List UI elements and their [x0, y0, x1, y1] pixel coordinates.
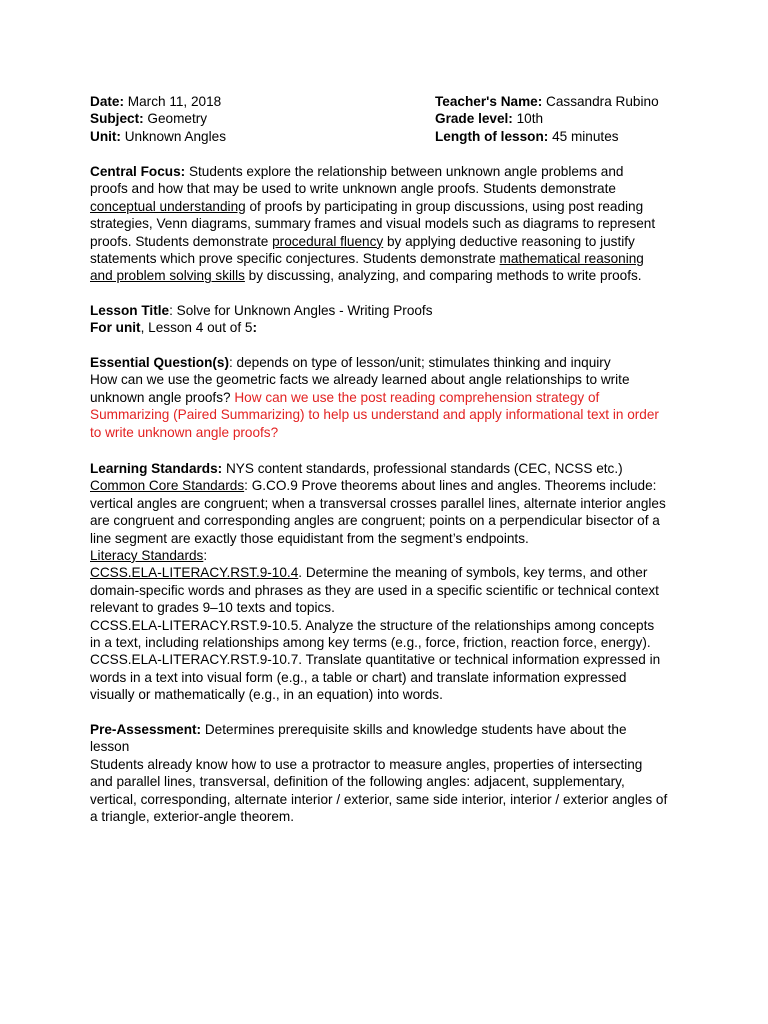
date-value: March 11, 2018: [127, 94, 222, 109]
central-focus-text: by applying deductive reasoning to justify: [383, 233, 635, 249]
problem-solving-term: and problem solving skills: [90, 268, 245, 284]
pre-assessment-text: vertical, corresponding, alternate interior / exterior, same side interior, interior / exterior angles of: [90, 791, 668, 807]
literacy-standards-label: Literacy Standards: [90, 547, 204, 563]
common-core-text: are congruent and corresponding angles are congruent; points on a perpendicular bisector of a: [90, 513, 660, 529]
literacy-standard-text: domain-specific words and phrases as they are used in a specific scientific or technical context: [90, 582, 659, 598]
header-right: [435, 93, 659, 145]
essential-question-highlight: Summarizing (Paired Summarizing) to help us understand and apply informational text in order: [90, 407, 659, 423]
length-label: Length of lesson:: [435, 128, 549, 144]
unit-label: Unit:: [90, 128, 121, 144]
essential-questions-desc: : depends on type of lesson/unit; stimulates thinking and inquiry: [229, 355, 611, 370]
subject-value: Geometry: [147, 111, 208, 127]
pre-assessment-section: [90, 721, 690, 825]
literacy-standard-text: relevant to grades 9–10 texts and topics.: [90, 600, 335, 616]
learning-standards-label: Learning Standards:: [90, 461, 223, 476]
literacy-standard-text: CCSS.ELA-LITERACY.RST.9-10.5. Analyze the structure of the relationships among concepts: [90, 617, 655, 633]
mathematical-reasoning-term: mathematical reasoning: [499, 250, 644, 266]
pre-assessment-desc: Determines prerequisite skills and knowledge students have about the: [201, 722, 627, 737]
teacher-row: [435, 93, 659, 110]
teacher-value: Cassandra Rubino: [546, 94, 659, 109]
essential-questions-section: [90, 354, 690, 441]
common-core-text: line segment are exactly those equidistant from the segment’s endpoints.: [90, 530, 529, 546]
for-unit-colon: :: [252, 320, 257, 336]
central-focus-text: by discussing, analyzing, and comparing methods to write proofs.: [244, 268, 642, 284]
literacy-standard-text: . Determine the meaning of symbols, key terms, and other: [298, 565, 648, 581]
essential-questions-label: Essential Question(s): [90, 355, 229, 370]
lesson-title-label: Lesson Title: [90, 303, 170, 318]
central-focus-text: Students explore the relationship between unknown angle problems and: [188, 164, 624, 179]
central-focus-text: statements which prove specific conjectures. Students demonstrate: [90, 250, 500, 266]
literacy-standards-colon: :: [203, 547, 208, 563]
central-focus-text: strategies, Venn diagrams, summary frames and visual models such as diagrams to represent: [90, 216, 656, 232]
essential-question-text: unknown angle proofs?: [90, 389, 231, 405]
pre-assessment-text: and parallel lines, transversal, definition of the following angles: adjacent, supplementary,: [90, 774, 625, 790]
grade-label: Grade level:: [435, 111, 513, 127]
central-focus-text: of proofs by participating in group discussions, using post reading: [245, 198, 644, 214]
pre-assessment-desc: lesson: [90, 739, 130, 755]
grade-row: [435, 110, 659, 127]
date-label: Date:: [90, 94, 124, 109]
central-focus-text: proofs and how that may be used to write unknown angle proofs. Students demonstrate: [90, 181, 616, 197]
common-core-text: : G.CO.9 Prove theorems about lines and angles. Theorems include:: [244, 478, 657, 494]
essential-question-highlight: How can we use the post reading comprehension strategy of: [230, 389, 600, 405]
central-focus-label: Central Focus:: [90, 164, 186, 179]
procedural-fluency-term: procedural fluency: [272, 233, 384, 249]
pre-assessment-text: a triangle, exterior-angle theorem.: [90, 808, 295, 824]
for-unit-value: , Lesson 4 out of 5: [140, 320, 253, 336]
subject-row: [90, 110, 226, 127]
lesson-title-section: [90, 302, 690, 337]
lesson-title-value: : Solve for Unknown Angles - Writing Proofs: [169, 303, 433, 318]
for-unit-label: For unit: [90, 320, 141, 336]
conceptual-understanding-term: conceptual understanding: [90, 198, 246, 214]
date-row: [90, 93, 226, 110]
teacher-label: Teacher's Name:: [435, 94, 543, 109]
length-value: 45 minutes: [552, 128, 619, 144]
literacy-standard-text: words in a text into visual form (e.g., a table or chart) and translate information expressed: [90, 669, 627, 685]
unit-value: Unknown Angles: [124, 128, 226, 144]
learning-standards-section: [90, 460, 690, 703]
essential-question-highlight: to write unknown angle proofs?: [90, 424, 279, 440]
pre-assessment-text: Students already know how to use a protractor to measure angles, properties of intersecting: [90, 756, 643, 772]
literacy-standard-text: CCSS.ELA-LITERACY.RST.9-10.7. Translate quantitative or technical information expressed in: [90, 652, 661, 668]
central-focus-section: [90, 163, 690, 285]
essential-question-text: How can we use the geometric facts we already learned about angle relationships to write: [90, 372, 630, 388]
pre-assessment-label: Pre-Assessment:: [90, 722, 202, 737]
unit-row: [90, 128, 226, 145]
length-row: [435, 128, 659, 145]
central-focus-text: proofs. Students demonstrate: [90, 233, 273, 249]
literacy-standard-text: in a text, including relationships among key terms (e.g., force, friction, reaction force, energy).: [90, 634, 651, 650]
grade-value: 10th: [516, 111, 544, 127]
rst-9-10-4-link[interactable]: CCSS.ELA-LITERACY.RST.9-10.4: [90, 565, 299, 581]
learning-standards-desc: NYS content standards, professional standards (CEC, NCSS etc.): [222, 461, 623, 476]
common-core-label: Common Core Standards: [90, 478, 245, 494]
literacy-standard-text: visually or mathematically (e.g., in an equation) into words.: [90, 687, 443, 703]
common-core-text: vertical angles are congruent; when a transversal crosses parallel lines, alternate interior angles: [90, 495, 666, 511]
subject-label: Subject:: [90, 111, 144, 127]
header-left: [90, 93, 226, 145]
